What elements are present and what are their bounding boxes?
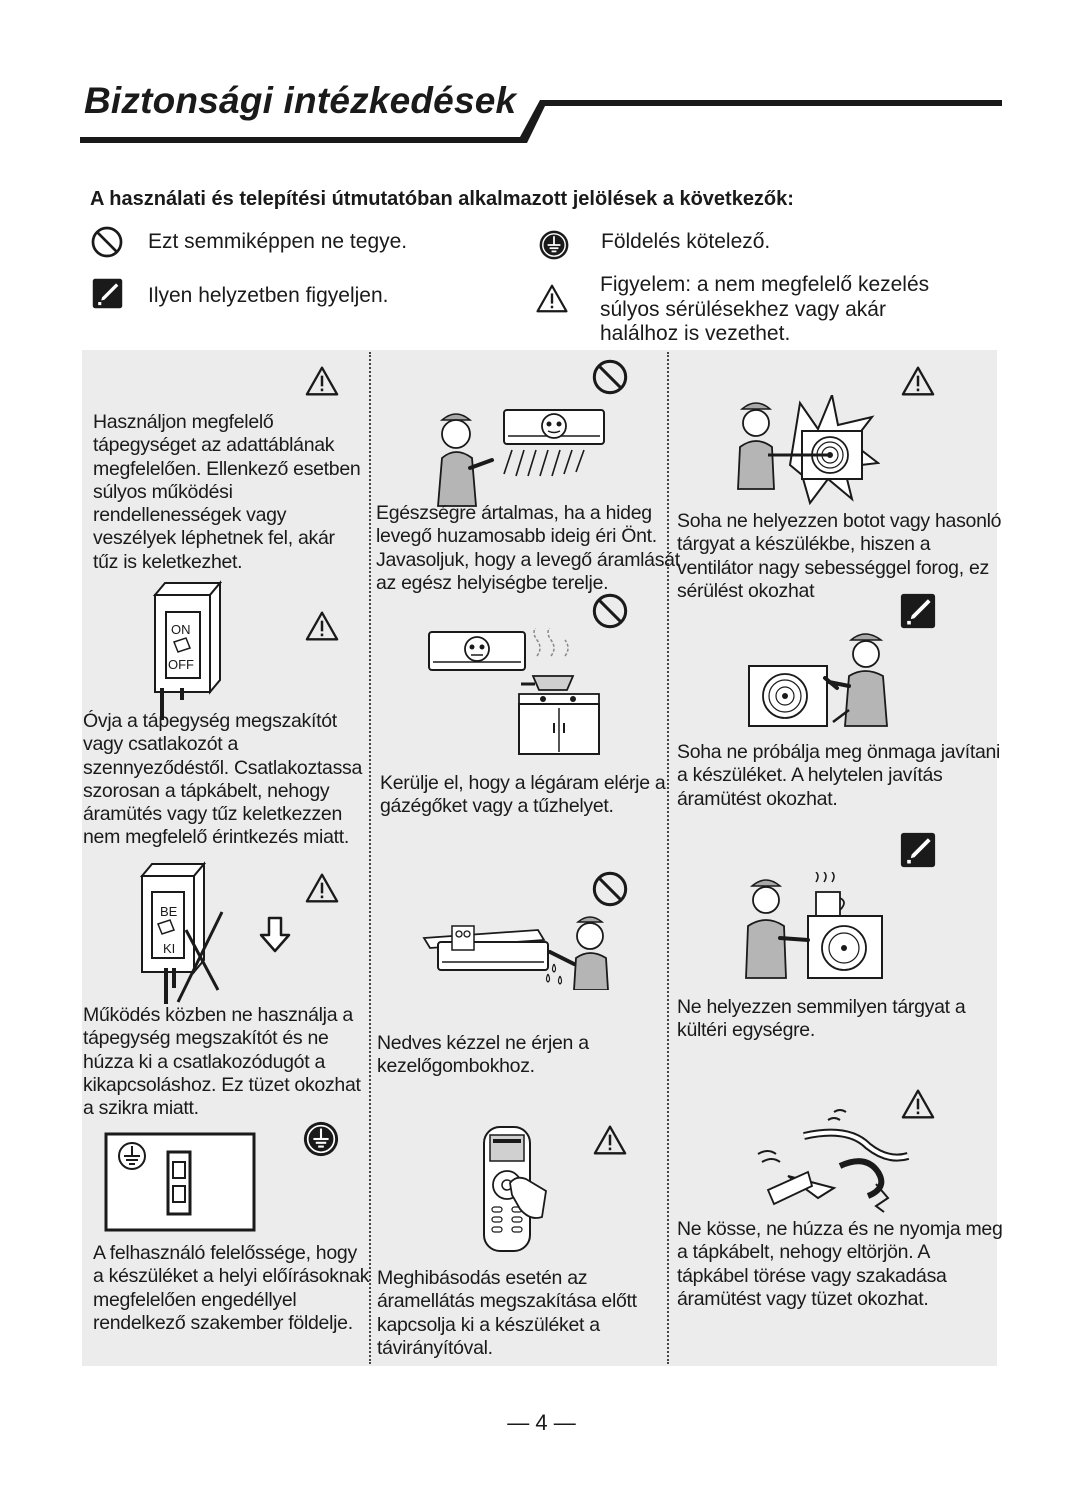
switch-label-off: OFF xyxy=(168,657,194,672)
warning-icon xyxy=(304,610,340,642)
warning-icon xyxy=(304,365,340,397)
warning-icon xyxy=(592,1124,628,1156)
cell-text: Ne helyezzen semmilyen tárgyat a kültéri egységre. xyxy=(677,996,966,1042)
column-divider xyxy=(369,352,371,1364)
cell-text: Használjon megfelelő tápegységet az adattáblának megfelelően. Ellenkező esetben súlyos működési rendellenességek vagy veszélyek léphetnek fel, akár tűz is keletkezhet. xyxy=(93,411,361,573)
cell-text: Soha ne próbálja meg önmaga javítani a készüléket. A helytelen javítás áramütést okozhat. xyxy=(677,741,1001,810)
ground-icon xyxy=(302,1120,340,1158)
cell-text: Óvja a tápegység megszakítót vagy csatlakozót a szennyeződéstől. Csatlakoztassa szorosan a tápkábelt, nehogy áramütés vagy tűz keletkezzen nem megfelelő érintkezés miatt. xyxy=(83,710,363,849)
self-repair-illustration xyxy=(745,630,895,730)
legend-caution-text: Ilyen helyzetben figyeljen. xyxy=(148,284,389,307)
cell-text: A felhasználó felelőssége, hogy a készüléket a helyi előírásoknak megfelelően engedéllyel rendelkező szakember földelje. xyxy=(93,1242,370,1334)
prohibition-icon xyxy=(591,870,629,908)
breaker-switch-illustration xyxy=(150,580,225,720)
person-under-ac-illustration xyxy=(432,398,612,508)
warning-icon xyxy=(535,283,569,314)
ground-icon xyxy=(538,229,570,261)
wet-hand-ac-illustration xyxy=(418,912,618,990)
prohibition-icon xyxy=(90,225,124,259)
warning-icon xyxy=(900,365,936,397)
legend-warning-text: Figyelem: a nem megfelelő kezelés súlyos sérülésekhez vagy akár halálhoz is vezethet. xyxy=(600,273,930,345)
legend-heading: A használati és telepítési útmutatóban alkalmazott jelölések a következők: xyxy=(90,188,794,210)
object-on-unit-illustration xyxy=(740,872,890,982)
cell-text: Nedves kézzel ne érjen a kezelőgombokhoz. xyxy=(377,1032,589,1078)
remote-control-illustration xyxy=(480,1125,552,1255)
legend-prohibition-text: Ezt semmiképpen ne tegye. xyxy=(148,230,408,253)
switch-label-be: BE xyxy=(160,904,178,919)
cell-text: Kerülje el, hogy a légáram elérje a gázégőket vagy a tűzhelyet. xyxy=(380,772,666,818)
prohibition-icon xyxy=(591,592,629,630)
cell-text: Meghibásodás esetén az áramellátás megszakítása előtt kapcsolja ki a készüléket a távirányítóval. xyxy=(377,1267,637,1359)
page-title: Biztonsági intézkedések xyxy=(84,80,517,121)
legend-ground-text: Földelés kötelező. xyxy=(601,230,771,253)
down-arrow-icon xyxy=(257,915,293,955)
breaker-switch-crossed-illustration xyxy=(138,860,230,1005)
cell-text: Működés közben ne használja a tápegység megszakítót és ne húzza ki a csatlakozódugót a kikapcsoláshoz. Ez tüzet okozhat a szikra miatt. xyxy=(83,1004,361,1120)
cell-text: Ne kösse, ne húzza és ne nyomja meg a tápkábelt, nehogy eltörjön. A tápkábel törése vagy szakadása áramütést vagy tüzet okozhat. xyxy=(677,1218,1003,1310)
ac-over-stove-illustration xyxy=(425,628,605,756)
cell-text: Egészségre ártalmas, ha a hideg levegő huzamosabb ideig éri Önt. Javasoljuk, hogy a levegő áramlását az egész helyiségbe terelje. xyxy=(376,502,680,594)
warning-icon xyxy=(304,872,340,904)
caution-icon xyxy=(92,278,123,309)
switch-label-ki: KI xyxy=(163,941,176,956)
grounding-box-illustration xyxy=(104,1132,256,1232)
caution-icon xyxy=(900,593,936,629)
damaged-cable-illustration xyxy=(748,1106,918,1216)
cell-text: Soha ne helyezzen botot vagy hasonló tárgyat a készülékbe, hiszen a ventilátor nagy sebességgel forog, ez sérülést okozhat xyxy=(677,510,1002,602)
page-number: — 4 — xyxy=(507,1410,576,1435)
caution-icon xyxy=(900,832,936,868)
stick-in-fan-illustration xyxy=(730,395,880,505)
prohibition-icon xyxy=(591,358,629,396)
switch-label-on: ON xyxy=(171,622,191,637)
